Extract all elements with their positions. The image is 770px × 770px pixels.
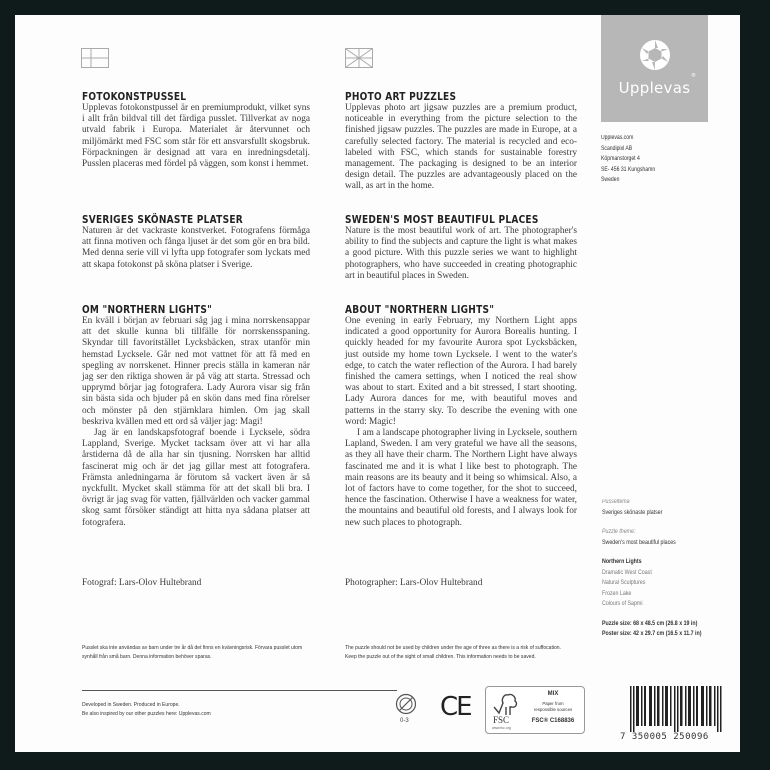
series-item: Dramatic West Coast [602,569,652,576]
ce-mark: CE [440,692,471,722]
section-body-p1: One evening in early February, my Northern Light apps indicated a good opportunity for Aurora Borealis hunting. I quickly headed for my favourite Aurora spot Lycksbäcken, just outside my home town Lycksele. I went to the water's edge, to catch the water reflection of the Aurora. I had barely finished the camera settings, when I noticed the real show was about to start. Exited and a bit stressed, I start shooting. Lady Aurora dances for me, with beautiful moves and patterns in the starry sky. To describe the evening with one word: Magic! [345,316,577,427]
safety-warning-en: The puzzle should not be used by children under the age of three as there is a risk of suffocation. Keep the puzzle out of the sight of small children. This information needs to be saved. [345,645,561,660]
address-street: Köpmanstorget 4 [601,156,640,162]
address-company: Scandipixl AB [601,145,633,152]
section-body-p2: I am a landscape photographer living in Lycksele, southern Lapland, Sweden. I am very grateful we have all the seasons, as they all have their charm. The Northern Light have always fascinated me and it is what I like best to photograph. The main reasons are its beauty and it being so whimsical. Also, a lot of factors have to come together, for the shot to succeed, hence the fascination. Otherwise I have a weakness for water, the mountains and beautiful old forests, and I always look for new such places to photograph. [345,428,577,528]
uk-flag-outline-icon [345,48,373,68]
address-postal: SE- 456 31 Kungshamn [601,166,656,173]
puzzle-size: Puzzle size: 68 x 48.5 cm (26.8 x 19 in) [602,620,698,627]
section-heading: FOTOKONSTPUSSEL [82,90,187,103]
address-country: Sweden [601,177,620,183]
series-item-current: Northern Lights [602,559,642,565]
en-section-photo-art-puzzles [345,90,577,193]
theme-value-sv: Sveriges skönaste platser [602,509,663,516]
fsc-mix: MIX [547,691,559,697]
footer-info [82,701,307,718]
series-item: Natural Sculptures [602,580,646,586]
section-body: Naturen är det vackraste konstverket. Fotografens förmåga att finna motiven och fånga ljuset är det som gör en bra bild. Med denna serie vill vi lyfta upp fotografer som lyckats med att skapa fotokonst på sköna platser i Sverige. [82,226,310,270]
section-heading: PHOTO ART PUZZLES [345,90,457,103]
section-body: Nature is the most beautiful work of art. The photographer's ability to find the subjects and capture the light is what makes a good picture. With this puzzle series we want to highlight photographers, who have succeeded in creating photographic art in beautiful places in Sweden. [345,226,577,281]
footer-website: Be also inspired by our other puzzles here: Upplevas.com [82,710,211,717]
photographer-credit-sv: Fotograf: Lars-Olov Hultebrand [82,578,202,588]
fsc-name: FSC [493,715,510,725]
puzzle-theme-info [602,497,702,640]
sv-section-sveriges-skonaste-platser [82,213,310,271]
photographer-credit-en: Photographer: Lars-Olov Hultebrand [345,578,483,588]
barcode-bars [630,686,724,732]
theme-label-sv: Pusseltema [602,499,630,505]
barcode-number: 7 350005 250096 [620,732,709,742]
brand-name: Upplevas [618,79,691,97]
section-heading: OM "NORTHERN LIGHTS" [82,303,213,316]
address-website: Upplevas.com [601,135,634,141]
fsc-description [524,701,582,712]
theme-label-en: Puzzle theme: [602,529,636,535]
fsc-url: www.fsc.org [492,726,511,730]
theme-value-en: Sweden's most beautiful places [602,539,676,546]
section-body-p1: En kväll i början av februari såg jag i mina norrskensappar att det skulle kunna bli tillfälle för norrskensspaning. Skyndar till favoritstället Lycksbäcken, strax utanför min hemstad Lycksele. Går ned mot vattnet för att få med en spegling av norrskenet. Hinner precis ställa in kameran när jag ser den riktiga showen är på väg att starta. Stressad och upprymd börjar jag fotografera. Lady Aurora visar sig från sin bästa sida och bjuder på en skön dans med fina rörelser och mönster på den stjärnklara himlen. Om jag skall beskriva kvällen med ett ord så väljer jag: Magi! [82,316,310,427]
series-item: Frozen Lake [602,590,632,597]
poster-size: Poster size: 42 x 29.7 cm (16.5 x 11.7 in) [602,631,702,637]
brand-logo [601,15,708,122]
section-heading: SWEDEN'S MOST BEAUTIFUL PLACES [345,213,539,226]
safety-warning-sv: Pusslet ska inte användas av barn under tre år då det finns en kvävningsrisk. Förvara pusslet utom synhåll från små barn. Denna information behöver sparas. [82,645,303,660]
series-item: Colours of Sapmi [602,601,643,607]
en-section-swedens-most-beautiful-places [345,213,577,282]
age-warning-icon [395,693,417,715]
sv-section-fotokonstpussel [82,90,310,170]
fsc-line2: responsible sources [533,706,573,712]
registered-mark: ® [691,73,696,79]
divider-line [82,690,397,691]
section-body-p2: Jag är en landskapsfotograf boende i Lycksele, södra Lappland, Sverige. Mycket tacksam över att vi har alla årstiderna då de alla har sin tjusning. Norrsken har alltid fascinerat mig och är det jag gillar mest att fotografera. Främsta anledningarna är förutom så vackert även är så nyckfullt. Mycket skall stämma för att det skall bli bra. I övrigt är jag svag för vatten, fjällvärlden och vacker gammal skog samt försöker ständigt att hitta nya sådana platser att fotografera. [82,428,310,528]
sv-section-om-northern-lights [82,303,310,529]
en-section-about-northern-lights [345,303,577,529]
section-heading: ABOUT "NORTHERN LIGHTS" [345,303,495,316]
aperture-icon [639,39,671,71]
age-label: 0-3 [400,718,409,724]
section-body: Upplevas fotokonstpussel är en premiumprodukt, vilket syns i allt från bildval till det färdiga pusslet. Tillverkat av noga utvald fabrik i Europa. Materialet är återvunnet och miljömärkt med FSC som står för ett ansvarsfullt skogsbruk. Förpackningen är designad att vara en inredningsdetalj. Pusslen placeras med fördel på väggen, som konst i hemmet. [82,103,310,170]
fsc-line1: Paper from [542,701,564,706]
swedish-flag-outline-icon [81,48,109,68]
ean-barcode [620,686,724,741]
fsc-tree-icon [491,691,521,717]
fsc-code: FSC® C168836 [531,718,575,724]
section-heading: SVERIGES SKÖNASTE PLATSER [82,213,243,226]
company-address [601,133,655,186]
section-body: Upplevas photo art jigsaw puzzles are a premium product, noticeable in everything from the picture selection to the finished jigsaw puzzles. The puzzles are made in Europe, at a carefully selected factory. The material is recycled and eco-labeled with FSC, which stands for sustainable forestry management. The packaging is designed to be an interior design detail. The puzzles are advantageously placed on the wall, as art in the home. [345,103,577,192]
footer-origin: Developed in Sweden. Produced in Europe. [82,702,180,708]
fsc-label [485,686,585,734]
